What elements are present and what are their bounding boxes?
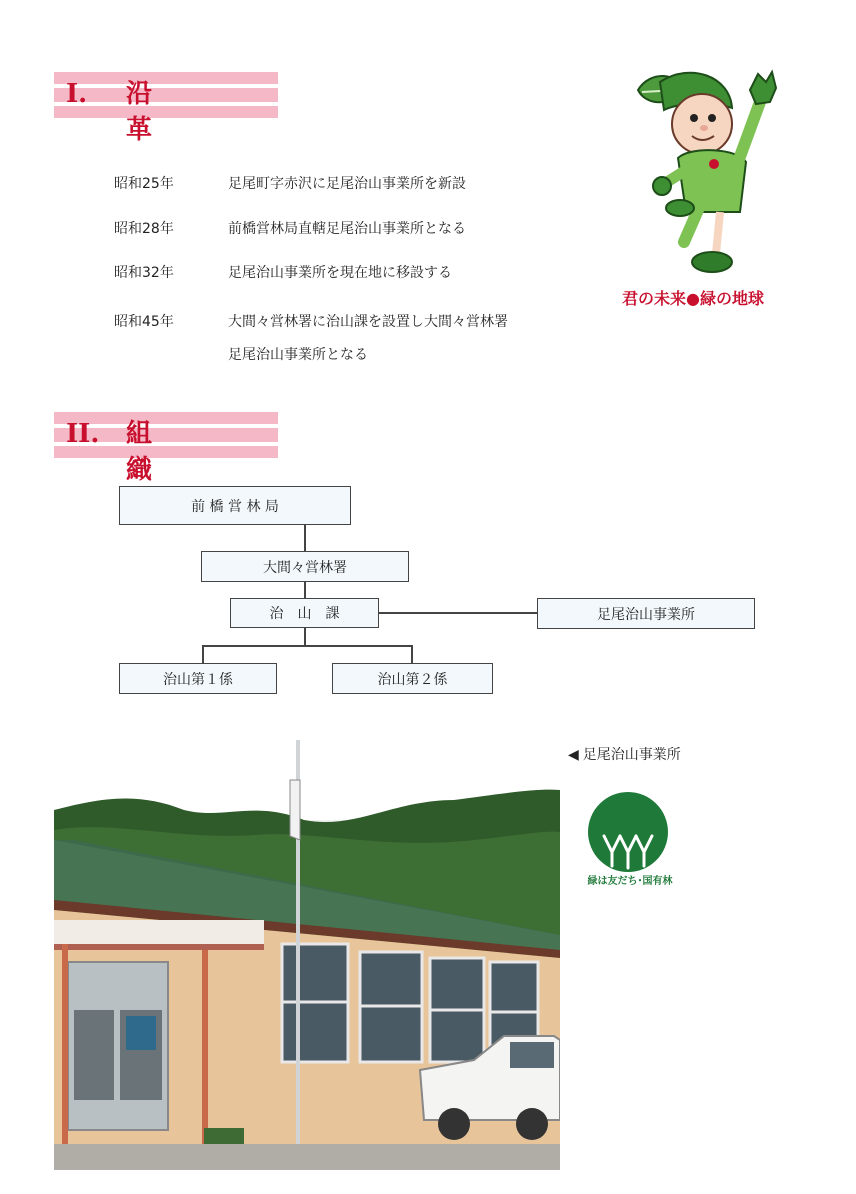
section-title-char: 沿 [126,79,153,109]
org-box-unit-2: 治山第２係 [332,663,493,694]
org-connector [378,612,538,614]
org-connector [304,627,306,645]
mascot-illustration [620,62,780,282]
org-box-division: 治 山 課 [230,598,379,628]
org-connector [304,524,306,552]
org-connector [202,645,412,647]
section-title-char: 組 [126,419,153,449]
caption-arrow-icon: ◀ [568,747,579,763]
office-building-photo [54,740,560,1170]
org-connector [304,581,306,599]
history-year: 昭和25年 [114,176,174,192]
section-title [126,416,276,488]
history-year: 昭和45年 [114,314,174,330]
emblem-slogan: 緑は友だち･国有林 [587,876,673,887]
section-header-organization [54,412,278,485]
history-text: 大間々営林署に治山課を設置し大間々営林署 [228,314,508,330]
history-text-continued: 足尾治山事業所となる [228,347,368,363]
section-title [126,76,276,148]
section-title-char: 革 [126,115,153,145]
photo-caption-text: 足尾治山事業所 [582,747,681,763]
org-connector [202,645,204,663]
history-text: 前橋営林局直轄足尾治山事業所となる [228,221,466,237]
org-box-office: 足尾治山事業所 [537,598,755,629]
mascot-slogan: 君の未来●緑の地球 [622,289,764,308]
history-year: 昭和32年 [114,265,174,281]
national-forest-emblem-icon [586,790,670,874]
section-header-history [54,72,278,145]
section-number: I. [66,79,88,109]
org-connector [411,645,413,663]
org-box-forest-station: 大間々営林署 [201,551,409,582]
section-number: II. [66,419,100,449]
org-box-regional-bureau: 前 橋 営 林 局 [119,486,351,525]
history-text: 足尾町字赤沢に足尾治山事業所を新設 [228,176,466,192]
photo-caption [568,744,681,764]
history-text: 足尾治山事業所を現在地に移設する [228,265,452,281]
org-box-unit-1: 治山第１係 [119,663,277,694]
section-title-char: 織 [126,455,153,485]
history-year: 昭和28年 [114,221,174,237]
